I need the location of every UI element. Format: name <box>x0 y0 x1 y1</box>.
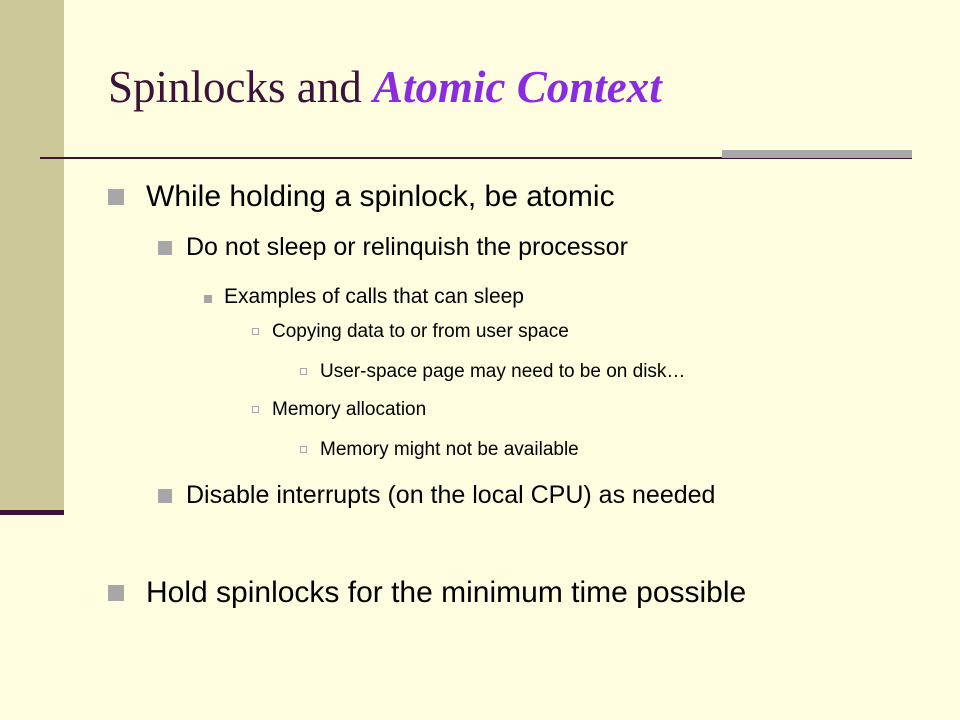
bullet-item <box>108 576 928 610</box>
outline-square-bullet-icon <box>252 328 259 335</box>
bullet-item <box>300 438 900 462</box>
bullet-text: Disable interrupts (on the local CPU) as needed <box>186 481 716 509</box>
bullet-item <box>158 232 898 263</box>
bullet-text: Hold spinlocks for the minimum time possible <box>146 576 747 609</box>
bullet-text: While holding a spinlock, be atomic <box>146 180 615 213</box>
filled-square-bullet-icon <box>108 189 124 205</box>
title-prefix: Spinlocks and <box>108 62 373 112</box>
filled-square-bullet-icon <box>108 585 124 601</box>
bullet-item <box>300 360 900 384</box>
bullet-text: Examples of calls that can sleep <box>224 285 524 308</box>
bullet-text: Memory allocation <box>272 399 427 420</box>
bullet-item <box>204 284 884 310</box>
title-accent: Atomic Context <box>373 62 662 112</box>
bullet-item <box>158 480 808 511</box>
bullet-item <box>108 180 908 214</box>
filled-square-bullet-icon <box>158 241 172 255</box>
outline-square-bullet-icon <box>300 446 307 453</box>
outline-square-bullet-icon <box>300 368 307 375</box>
bullet-item <box>252 320 892 344</box>
bullet-item <box>252 398 892 422</box>
filled-square-bullet-icon <box>158 489 172 503</box>
bullet-text: Do not sleep or relinquish the processor <box>186 233 628 261</box>
bullet-text: Copying data to or from user space <box>272 321 569 342</box>
bullet-text: User-space page may need to be on disk… <box>320 361 686 382</box>
outline-square-bullet-icon <box>252 406 259 413</box>
small-square-bullet-icon <box>204 295 212 303</box>
bullet-text: Memory might not be available <box>320 439 579 460</box>
